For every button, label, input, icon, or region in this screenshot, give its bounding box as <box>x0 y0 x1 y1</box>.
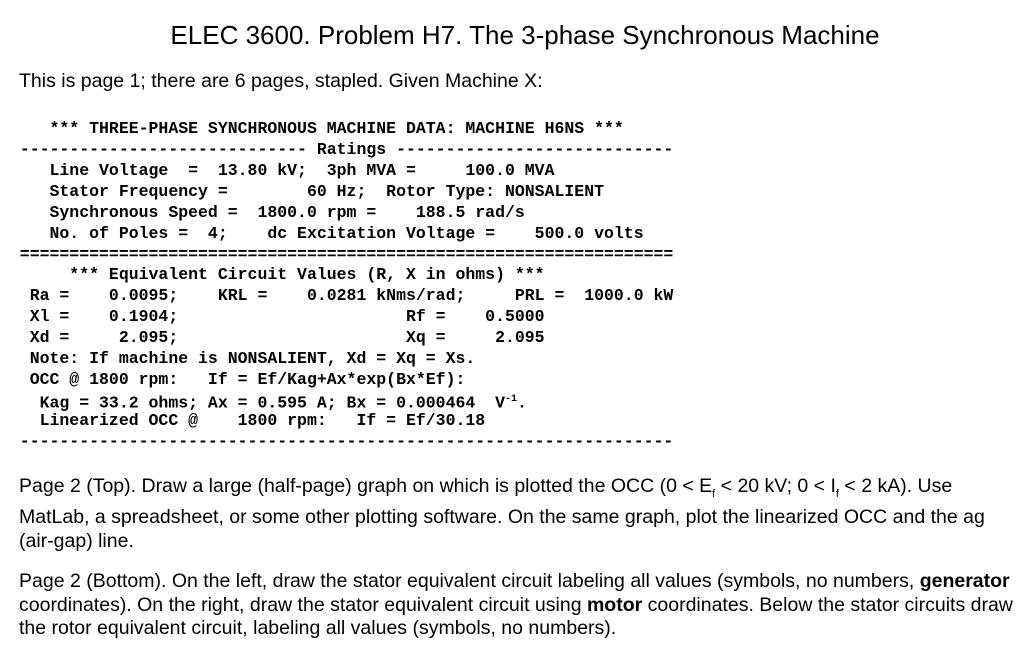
page2-top-paragraph <box>19 475 1019 553</box>
page2-bottom-text-3: coordinates. Below the stator circuits draw the rotor equivalent circuit, labeling all values (symbols, no numbers). <box>19 593 1013 639</box>
bx-unit-exponent: -1 <box>504 394 517 405</box>
page2-bottom-paragraph <box>19 570 1019 641</box>
bx-unit-end: . <box>517 393 527 413</box>
page2-top-text-3: < 2 kA). <box>838 475 913 497</box>
machine-data-header: *** THREE-PHASE SYNCHRONOUS MACHINE DATA: MACHINE H6NS *** <box>0 119 624 138</box>
kag-text: Kag = 33.2 ohms; Ax = 0.595 A; Bx = 0.000464 V <box>0 393 505 413</box>
equivalent-circuit-header: *** Equivalent Circuit Values (R, X in ohms) *** <box>0 265 545 284</box>
double-divider: ================================================================== <box>0 245 674 264</box>
subscript-f: f <box>712 487 716 500</box>
line-voltage-row: Line Voltage = 13.80 kV; 3ph MVA = 100.0 MVA <box>0 161 555 180</box>
page2-bottom-text-1: Page 2 (Bottom). On the left, draw the stator equivalent circuit labeling all values (symbols, no numbers, <box>19 570 920 592</box>
ra-row: Ra = 0.0095; KRL = 0.0281 kNms/rad; PRL = 1000.0 kW <box>0 286 674 305</box>
xd-row: Xd = 2.095; Xq = 2.095 <box>0 328 545 347</box>
ratings-divider: ----------------------------- Ratings ---------------------------- <box>0 140 674 159</box>
synchronous-speed-row: Synchronous Speed = 1800.0 rpm = 188.5 rad/s <box>0 203 525 222</box>
page2-bottom-text-2: coordinates). On the right, draw the stator equivalent circuit using <box>19 593 587 616</box>
linearized-occ-row: Linearized OCC @ 1800 rpm: If = Ef/30.18 <box>0 411 486 430</box>
intro-text: This is page 1; there are 6 pages, stapled. Given Machine X: <box>19 70 543 92</box>
stator-frequency-row: Stator Frequency = 60 Hz; Rotor Type: NONSALIENT <box>0 182 604 201</box>
generator-emphasis: generator <box>919 570 1010 592</box>
subscript-f: f <box>835 487 839 500</box>
xl-row: Xl = 0.1904; Rf = 0.5000 <box>0 307 545 326</box>
page-title: ELEC 3600. Problem H7. The 3-phase Synchronous Machine <box>170 20 880 50</box>
bottom-divider: ------------------------------------------------------------------ <box>0 432 674 451</box>
occ-row: OCC @ 1800 rpm: If = Ef/Kag+Ax*exp(Bx*Ef): <box>0 370 466 389</box>
poles-row: No. of Poles = 4; dc Excitation Voltage = 500.0 volts <box>0 224 644 243</box>
motor-emphasis: motor <box>586 593 643 616</box>
page2-top-text-4: Use MatLab, a spreadsheet, or some other plotting software. On the same graph, plot the linearized OCC and the ag (air-gap) line. <box>19 475 985 552</box>
note-row: Note: If machine is NONSALIENT, Xd = Xq = Xs. <box>0 349 476 368</box>
page2-top-text-1: Page 2 (Top). Draw a large (half-page) graph on which is plotted the OCC (0 < E <box>19 475 713 497</box>
page2-top-text-2: < 20 kV; 0 < I <box>715 475 836 497</box>
